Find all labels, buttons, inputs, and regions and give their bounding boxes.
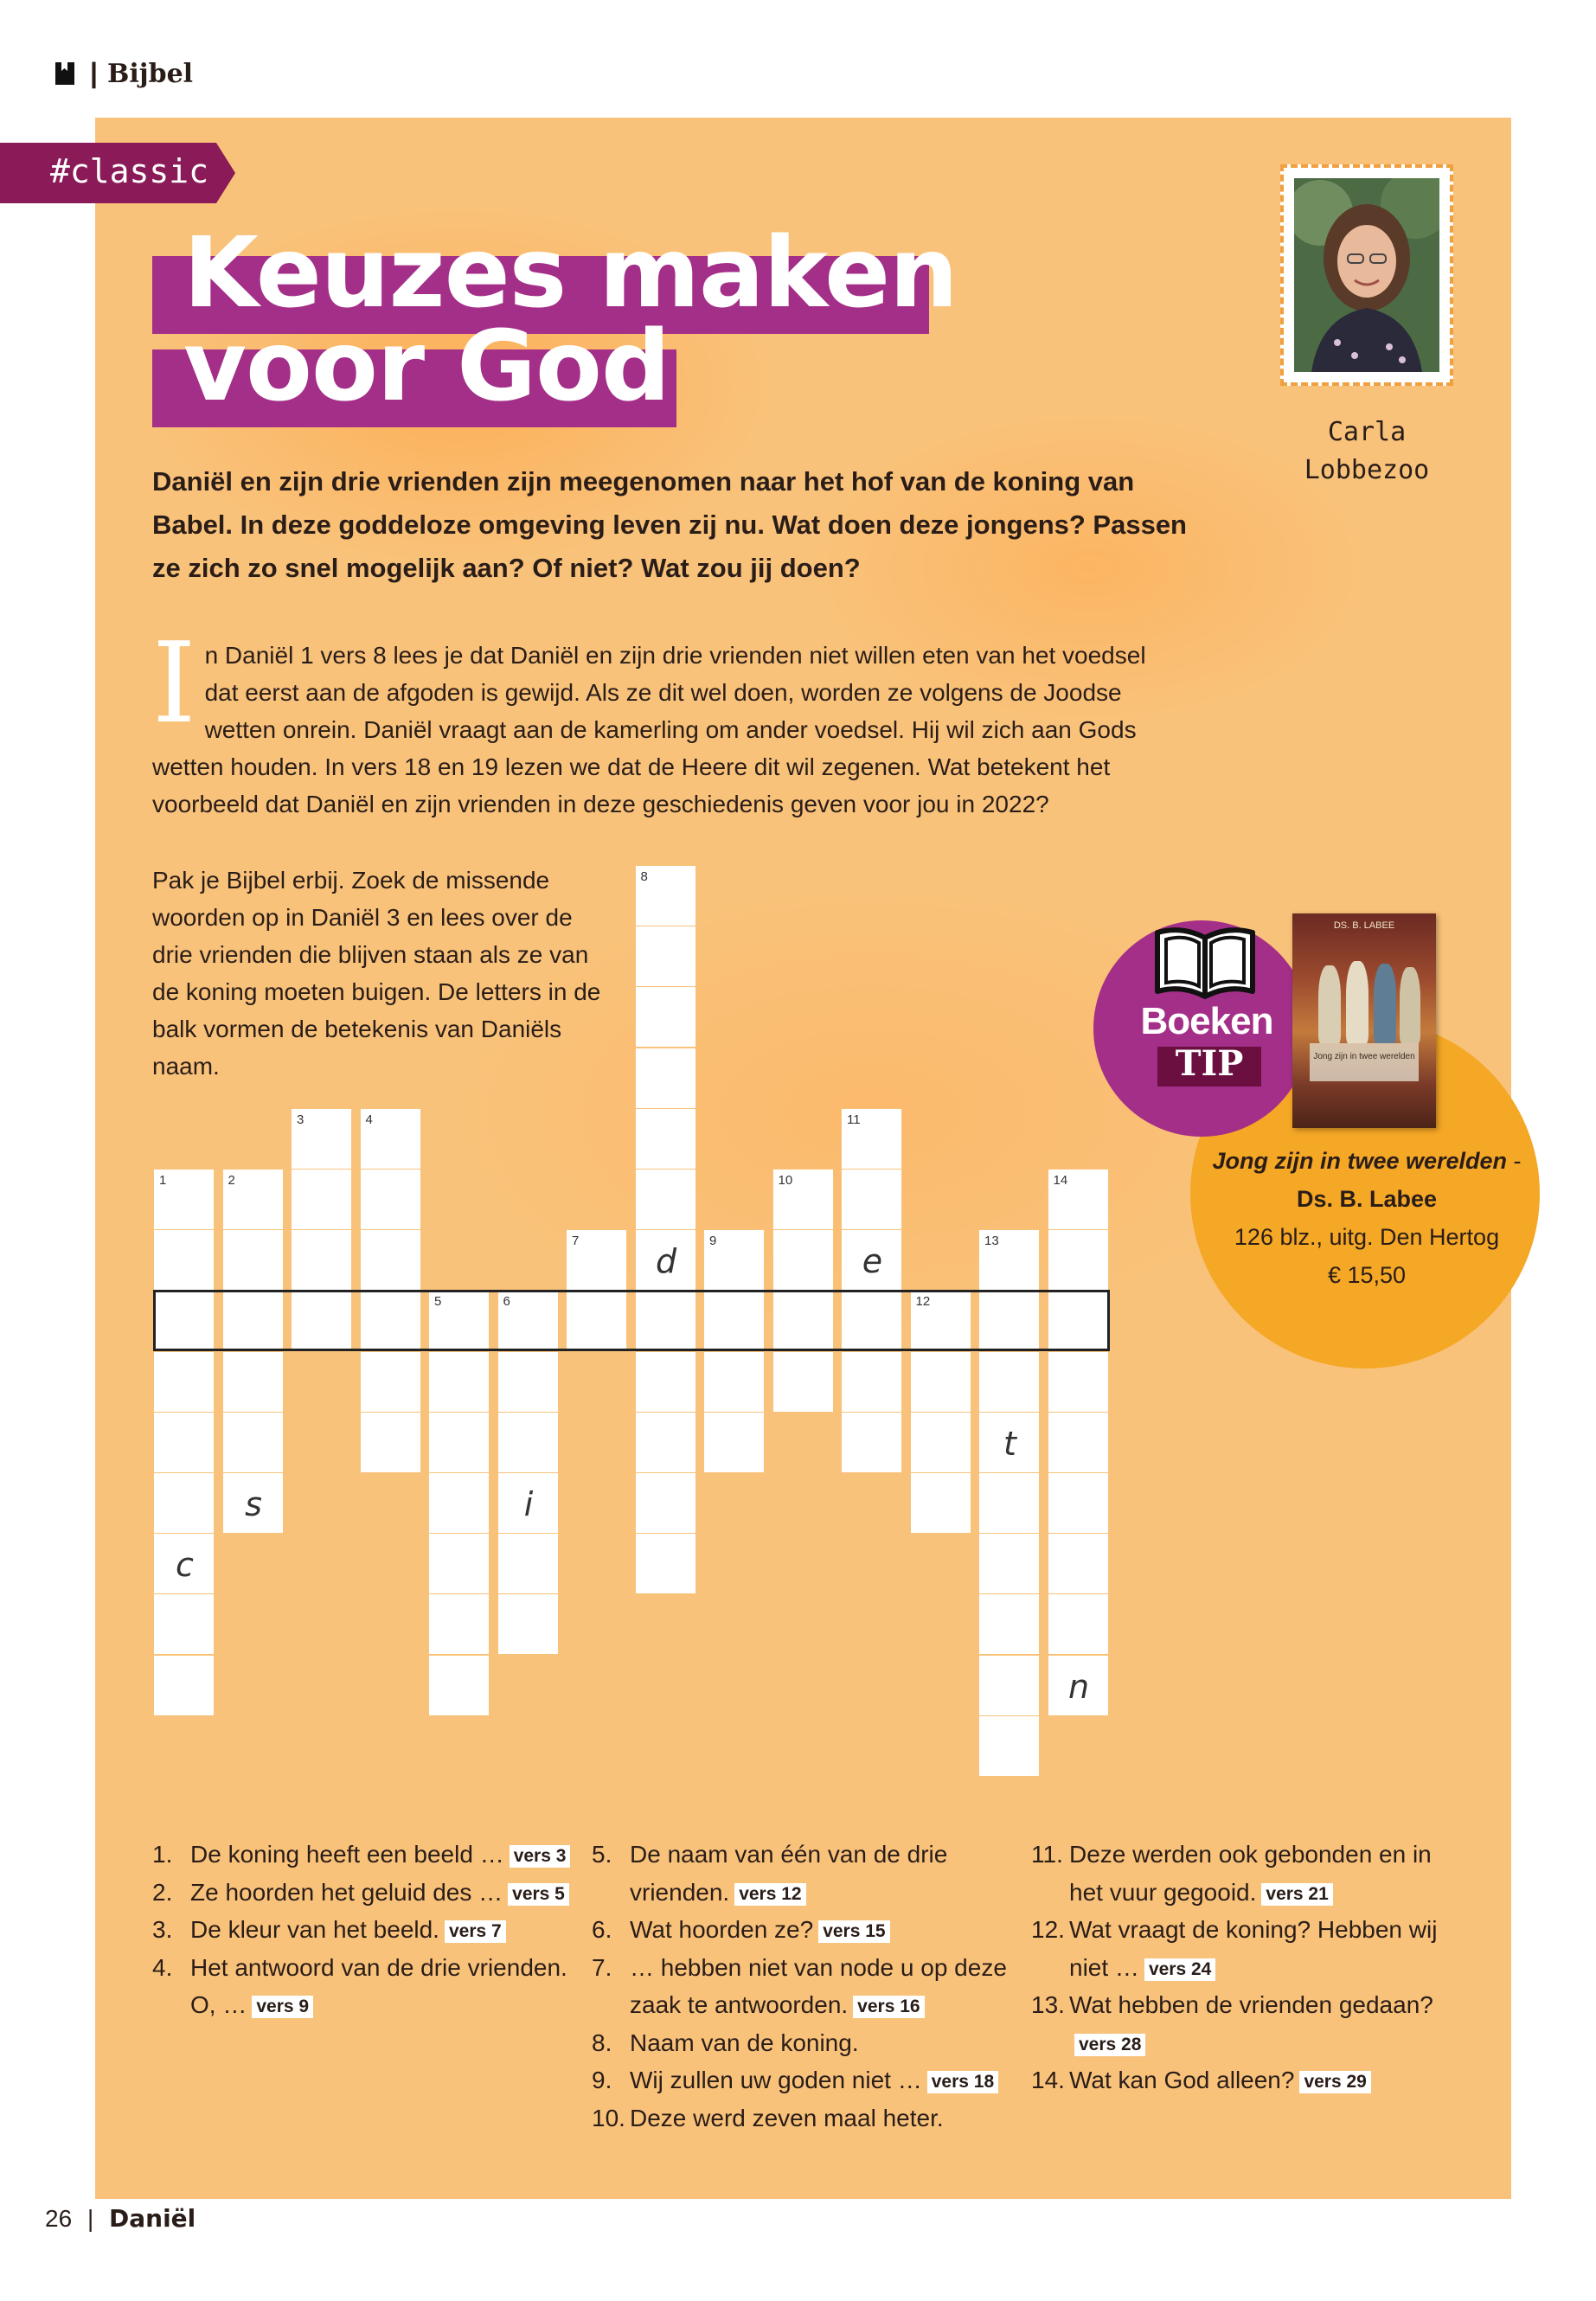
crossword-given-letter: n — [1067, 1667, 1090, 1706]
verse-reference: vers 21 — [1261, 1883, 1332, 1906]
clue-number: 1. — [152, 1841, 173, 1868]
crossword-cell[interactable] — [1048, 1169, 1109, 1230]
crossword-clue-number: 9 — [709, 1234, 717, 1249]
book-tip-tip-label: TIP — [1175, 1043, 1244, 1084]
crossword-clue-number: 2 — [228, 1173, 235, 1188]
book-meta: 126 blz., uitg. Den Hertog — [1234, 1224, 1500, 1250]
crossword-cell[interactable] — [635, 986, 696, 1048]
crossword-cell[interactable] — [222, 1229, 284, 1291]
clue-text: Deze werd zeven maal heter. — [630, 2104, 944, 2131]
crossword-given-letter: d — [655, 1242, 677, 1281]
clue-item — [592, 1911, 1024, 1949]
crossword-clue-number: 3 — [297, 1112, 304, 1127]
book-cover-image — [1292, 913, 1436, 1128]
page-footer — [45, 2204, 195, 2233]
crossword-cell[interactable] — [291, 1169, 352, 1230]
crossword-cell[interactable] — [153, 1533, 215, 1594]
clues-column-1 — [152, 1836, 585, 2024]
crossword-cell[interactable] — [772, 1229, 834, 1291]
crossword-cell[interactable] — [635, 1169, 696, 1230]
crossword-cell[interactable] — [910, 1472, 971, 1534]
crossword-cell[interactable] — [841, 1108, 902, 1170]
clue-number: 2. — [152, 1878, 173, 1906]
clue-item — [152, 1911, 585, 1949]
crossword-cell[interactable] — [1048, 1472, 1109, 1534]
crossword-cell[interactable] — [428, 1533, 490, 1594]
clue-text: Wat kan God alleen? — [1069, 2067, 1295, 2093]
verse-reference: vers 16 — [853, 1996, 924, 2018]
book-author: Ds. B. Labee — [1296, 1186, 1438, 1212]
crossword-cell[interactable] — [153, 1655, 215, 1716]
crossword-cell[interactable] — [635, 1229, 696, 1291]
verse-reference: vers 28 — [1074, 2034, 1145, 2056]
crossword-cell[interactable] — [153, 1169, 215, 1230]
verse-reference: vers 12 — [734, 1883, 805, 1906]
clue-number: 14. — [1031, 2067, 1065, 2093]
section-title: Bijbel — [107, 59, 194, 89]
lead-paragraph: Daniël en zijn drie vrienden zijn meegenomen naar het hof van de koning van Babel. In deze goddeloze omgeving leven zij nu. Wat doen deze jongens? Passen ze zich zo snel mogelijk aan? Of niet? Wat zou jij doen? — [152, 466, 1187, 583]
crossword-cell[interactable] — [360, 1351, 421, 1413]
crossword-cell[interactable] — [978, 1229, 1040, 1291]
crossword-clue-number: 7 — [572, 1234, 580, 1249]
clue-item — [1031, 2061, 1464, 2099]
title-line-2: voor God — [183, 311, 670, 423]
crossword-given-letter: e — [862, 1242, 883, 1281]
crossword-cell[interactable] — [635, 1108, 696, 1170]
crossword-cell[interactable] — [703, 1229, 765, 1291]
verse-reference: vers 24 — [1144, 1958, 1215, 1981]
crossword-clue-number: 8 — [640, 869, 648, 884]
clue-number: 10. — [592, 2104, 625, 2131]
clue-item — [152, 1836, 585, 1874]
crossword-clue-number: 12 — [915, 1294, 931, 1310]
bookmark-icon — [54, 61, 76, 87]
crossword-given-letter: t — [1003, 1424, 1016, 1463]
clue-item — [152, 1874, 585, 1912]
crossword-clue-number: 6 — [503, 1294, 510, 1310]
puzzle-instructions: Pak je Bijbel erbij. Zoek de missende woorden op in Daniël 3 en lees over de drie vrienden die blijven staan als ze van de koning moeten buigen. De letters in de balk vormen de betekenis van Daniëls naam. — [152, 867, 601, 1080]
crossword-cell[interactable] — [428, 1412, 490, 1473]
crossword-cell[interactable] — [635, 1412, 696, 1473]
crossword-clue-number: 14 — [1053, 1173, 1068, 1188]
crossword-cell[interactable] — [153, 1412, 215, 1473]
crossword-cell[interactable] — [978, 1351, 1040, 1413]
crossword-clue-number: 4 — [365, 1112, 373, 1127]
clue-number: 9. — [592, 2067, 612, 2093]
crossword-cell[interactable] — [153, 1593, 215, 1655]
author-name-line-2: Lobbezoo — [1304, 455, 1430, 485]
crossword-cell[interactable] — [635, 865, 696, 926]
crossword-cell[interactable] — [1048, 1655, 1109, 1716]
crossword-cell[interactable] — [497, 1533, 559, 1594]
verse-reference: vers 5 — [508, 1883, 569, 1906]
crossword-cell[interactable] — [1048, 1412, 1109, 1473]
crossword-cell[interactable] — [497, 1351, 559, 1413]
clue-number: 12. — [1031, 1916, 1065, 1943]
crossword-cell[interactable] — [635, 926, 696, 987]
clue-item — [1031, 1836, 1464, 1911]
crossword-clue-number: 5 — [434, 1294, 442, 1310]
clue-number: 6. — [592, 1916, 612, 1943]
crossword-cell[interactable] — [772, 1351, 834, 1413]
crossword-cell[interactable] — [910, 1351, 971, 1413]
verse-reference: vers 18 — [927, 2071, 998, 2093]
crossword-cell[interactable] — [153, 1229, 215, 1291]
crossword-cell[interactable] — [153, 1472, 215, 1534]
crossword-cell[interactable] — [978, 1533, 1040, 1594]
author-photo-frame — [1280, 164, 1453, 386]
crossword-given-letter: c — [176, 1546, 194, 1585]
classic-tag-label: #classic — [50, 152, 209, 190]
crossword-clue-number: 10 — [778, 1173, 793, 1188]
crossword-cell[interactable] — [428, 1655, 490, 1716]
crossword-cell[interactable] — [291, 1108, 352, 1170]
crossword-cell[interactable] — [910, 1412, 971, 1473]
book-tip-label: Boeken — [1140, 1000, 1273, 1042]
clue-number: 7. — [592, 1953, 612, 1981]
body-paragraph — [152, 619, 1182, 823]
crossword-cell[interactable] — [635, 1048, 696, 1109]
crossword-clue-number: 1 — [159, 1173, 167, 1188]
open-book-icon — [1151, 917, 1259, 1003]
crossword-cell[interactable] — [497, 1472, 559, 1534]
crossword-cell[interactable] — [497, 1593, 559, 1655]
crossword-cell[interactable] — [978, 1655, 1040, 1716]
crossword-cell[interactable] — [978, 1715, 1040, 1777]
verse-reference: vers 15 — [818, 1920, 889, 1943]
clue-item — [592, 1949, 1024, 2024]
clue-item — [592, 2061, 1024, 2099]
crossword-cell[interactable] — [222, 1472, 284, 1534]
book-tip-details — [1194, 1142, 1540, 1294]
clue-item — [592, 2099, 1024, 2138]
clues-column-2 — [592, 1836, 1024, 2137]
verse-reference: vers 3 — [510, 1845, 571, 1868]
footer-separator: | — [87, 2205, 94, 2232]
title-line-1: Keuzes maken — [183, 217, 958, 330]
clue-item — [592, 2024, 1024, 2062]
crossword-cell[interactable] — [635, 1351, 696, 1413]
author-name — [1272, 413, 1462, 490]
verse-reference: vers 9 — [252, 1996, 313, 2018]
page-number: 26 — [45, 2205, 73, 2232]
crossword-cell[interactable] — [428, 1472, 490, 1534]
clue-text: De kleur van het beeld. — [190, 1916, 439, 1943]
clue-number: 5. — [592, 1841, 612, 1868]
clue-text: Naam van de koning. — [630, 2029, 859, 2056]
clue-number: 13. — [1031, 1991, 1065, 2018]
crossword-cell[interactable] — [978, 1593, 1040, 1655]
drop-cap: I — [152, 619, 196, 748]
crossword-cell[interactable] — [841, 1229, 902, 1291]
crossword-clue-number: 13 — [984, 1234, 999, 1249]
solution-band — [153, 1290, 1110, 1351]
clue-number: 11. — [1031, 1841, 1063, 1868]
author-photo — [1294, 178, 1439, 372]
book-title-dash: - — [1507, 1148, 1522, 1174]
crossword-cell[interactable] — [428, 1351, 490, 1413]
crossword-cell[interactable] — [360, 1412, 421, 1473]
crossword-cell[interactable] — [360, 1169, 421, 1230]
crossword-cell[interactable] — [1048, 1593, 1109, 1655]
clue-item — [1031, 1911, 1464, 1986]
crossword-clue-number: 11 — [847, 1112, 861, 1127]
book-cover-title: Jong zijn in twee werelden — [1313, 1052, 1415, 1061]
crossword-cell[interactable] — [1048, 1229, 1109, 1291]
clue-item — [152, 1949, 585, 2024]
crossword-cell[interactable] — [841, 1412, 902, 1473]
crossword-cell[interactable] — [566, 1229, 627, 1291]
verse-reference: vers 7 — [445, 1920, 506, 1943]
clue-text: … hebben niet van node u op deze zaak te antwoorden. — [630, 1953, 1007, 2018]
crossword-cell[interactable] — [703, 1351, 765, 1413]
clue-text: Wat hebben de vrienden gedaan? — [1069, 1991, 1433, 2018]
clue-number: 4. — [152, 1953, 173, 1981]
crossword-cell[interactable] — [222, 1169, 284, 1230]
crossword-cell[interactable] — [360, 1108, 421, 1170]
crossword-cell[interactable] — [153, 1351, 215, 1413]
crossword-cell[interactable] — [1048, 1533, 1109, 1594]
clue-text: Wat hoorden ze? — [630, 1916, 814, 1943]
crossword-cell[interactable] — [841, 1351, 902, 1413]
crossword-cell[interactable] — [360, 1229, 421, 1291]
crossword-cell[interactable] — [978, 1472, 1040, 1534]
clue-text: Wat vraagt de koning? Hebben wij niet … — [1069, 1916, 1438, 1981]
crossword-cell[interactable] — [291, 1229, 352, 1291]
book-title: Jong zijn in twee werelden — [1212, 1148, 1508, 1174]
book-tip-title-line — [1194, 1142, 1540, 1218]
crossword-cell[interactable] — [703, 1412, 765, 1473]
clue-number: 3. — [152, 1916, 173, 1943]
clue-number: 8. — [592, 2029, 612, 2056]
verse-reference: vers 29 — [1299, 2071, 1370, 2093]
crossword-cell[interactable] — [841, 1169, 902, 1230]
header-separator: | — [90, 57, 98, 88]
clue-text: Het antwoord van de drie vrienden. O, … — [190, 1953, 567, 2018]
crossword-cell[interactable] — [497, 1412, 559, 1473]
crossword-cell[interactable] — [978, 1412, 1040, 1473]
crossword-cell[interactable] — [428, 1593, 490, 1655]
crossword-given-letter: s — [245, 1485, 262, 1523]
crossword-cell[interactable] — [635, 1533, 696, 1594]
crossword-cell[interactable] — [222, 1351, 284, 1413]
clue-text: Wij zullen uw goden niet … — [630, 2067, 922, 2093]
footer-section: Daniël — [109, 2204, 196, 2233]
crossword-cell[interactable] — [1048, 1351, 1109, 1413]
clues-column-3 — [1031, 1836, 1464, 2099]
book-cover-author: DS. B. LABEE — [1333, 920, 1395, 931]
clue-item — [592, 1836, 1024, 1911]
crossword-cell[interactable] — [222, 1412, 284, 1473]
crossword-cell[interactable] — [772, 1169, 834, 1230]
crossword-cell[interactable] — [635, 1472, 696, 1534]
clue-item — [1031, 1986, 1464, 2061]
crossword-given-letter: i — [523, 1485, 534, 1523]
clue-text: De koning heeft een beeld … — [190, 1841, 504, 1868]
clue-text: Deze werden ook gebonden en in het vuur gegooid. — [1069, 1841, 1432, 1906]
author-name-line-1: Carla — [1327, 417, 1407, 447]
book-price: € 15,50 — [1327, 1262, 1407, 1288]
clue-text: De naam van één van de drie vrienden. — [630, 1841, 948, 1906]
clue-text: Ze hoorden het geluid des … — [190, 1878, 503, 1906]
body-text: n Daniël 1 vers 8 lees je dat Daniël en zijn drie vrienden niet willen eten van het voedsel dat eerst aan de afgoden is gewijd. Als ze dit wel doen, worden ze volgens de Joodse wetten onrein. Daniël vraagt aan de kamerling om ander voedsel. Hij wil zich aan Gods wetten houden. In vers 18 en 19 lezen we dat de Heere dit wil zegenen. Wat betekent het voorbeeld dat Daniël en zijn vrienden in deze geschiedenis geven voor jou in 2022? — [152, 642, 1146, 817]
